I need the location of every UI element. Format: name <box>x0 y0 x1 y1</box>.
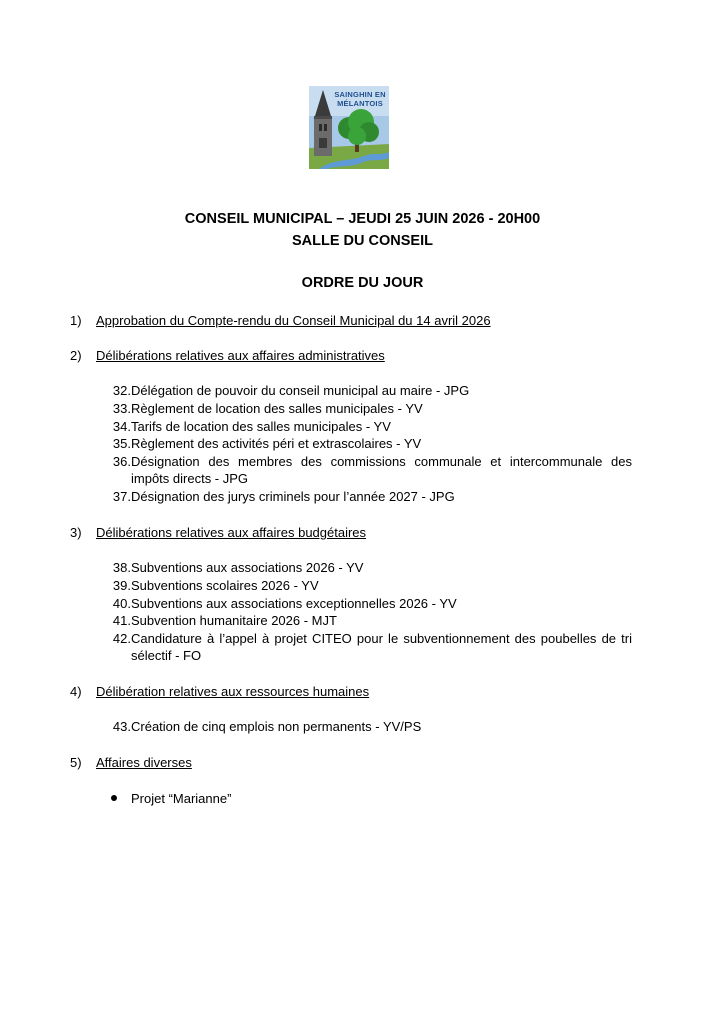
section-title: Délibérations relatives aux affaires budgétaires <box>96 525 367 540</box>
logo-text-line1: SAINGHIN EN <box>334 90 386 99</box>
agenda-item <box>108 488 632 505</box>
agenda-title: ORDRE DU JOUR <box>301 275 424 291</box>
item-text: Désignation des membres des commissions communale et intercommunale des impôts directs - JPG <box>131 454 632 486</box>
agenda-item <box>108 382 632 399</box>
bullet-text: Projet “Marianne” <box>131 791 232 806</box>
agenda-section-3 <box>70 524 366 541</box>
bullet-icon <box>111 795 117 801</box>
municipality-logo <box>309 86 389 169</box>
item-number: 38. <box>112 560 131 575</box>
item-number: 41. <box>112 613 131 628</box>
item-number: 35. <box>112 436 131 451</box>
meeting-location: SALLE DU CONSEIL <box>292 233 433 249</box>
item-text: Désignation des jurys criminels pour l’année 2027 - JPG <box>131 489 455 504</box>
section-number: 3) <box>70 525 82 540</box>
meeting-title: CONSEIL MUNICIPAL – JEUDI 25 JUIN 2026 - 20H00 <box>184 211 541 227</box>
section-number: 2) <box>70 348 82 363</box>
agenda-item <box>108 453 632 487</box>
agenda-section-4 <box>70 683 369 700</box>
item-text: Candidature à l’appel à projet CITEO pour le subventionnement des poubelles de tri sélectif - FO <box>131 631 632 663</box>
item-text: Subvention humanitaire 2026 - MJT <box>131 613 337 628</box>
section-title: Délibération relatives aux ressources humaines <box>96 684 370 699</box>
agenda-item <box>108 612 632 629</box>
section-title: Approbation du Compte-rendu du Conseil Municipal du 14 avril 2026 <box>96 313 491 328</box>
item-number: 39. <box>112 578 131 593</box>
item-number: 43. <box>112 719 131 734</box>
section-number: 5) <box>70 755 82 770</box>
item-text: Création de cinq emplois non permanents - YV/PS <box>131 719 422 734</box>
item-number: 32. <box>112 383 131 398</box>
agenda-item <box>108 400 632 417</box>
agenda-section-2 <box>70 347 385 364</box>
logo-text-line2: MÉLANTOIS <box>337 99 383 108</box>
agenda-item <box>108 435 632 452</box>
section-number: 4) <box>70 684 82 699</box>
item-number: 37. <box>112 489 131 504</box>
agenda-item <box>108 630 632 664</box>
section-title: Délibérations relatives aux affaires administratives <box>96 348 385 363</box>
section-number: 1) <box>70 313 82 328</box>
item-number: 42. <box>112 631 131 646</box>
item-text: Subventions aux associations exceptionnelles 2026 - YV <box>131 596 457 611</box>
item-text: Règlement de location des salles municipales - YV <box>131 401 423 416</box>
section-title: Affaires diverses <box>96 755 192 770</box>
agenda-item <box>108 718 632 735</box>
agenda-section-1 <box>70 312 491 329</box>
agenda-item <box>108 595 632 612</box>
item-number: 40. <box>112 596 131 611</box>
item-number: 33. <box>112 401 131 416</box>
agenda-section-5 <box>70 754 192 771</box>
item-text: Tarifs de location des salles municipales - YV <box>131 419 391 434</box>
item-text: Subventions scolaires 2026 - YV <box>131 578 319 593</box>
item-text: Délégation de pouvoir du conseil municipal au maire - JPG <box>131 383 470 398</box>
agenda-item <box>108 559 632 576</box>
item-text: Règlement des activités péri et extrascolaires - YV <box>131 436 422 451</box>
item-text: Subventions aux associations 2026 - YV <box>131 560 364 575</box>
agenda-item <box>108 577 632 594</box>
item-number: 36. <box>112 454 131 469</box>
bullet-item <box>108 790 231 807</box>
item-number: 34. <box>112 419 131 434</box>
agenda-item <box>108 418 632 435</box>
